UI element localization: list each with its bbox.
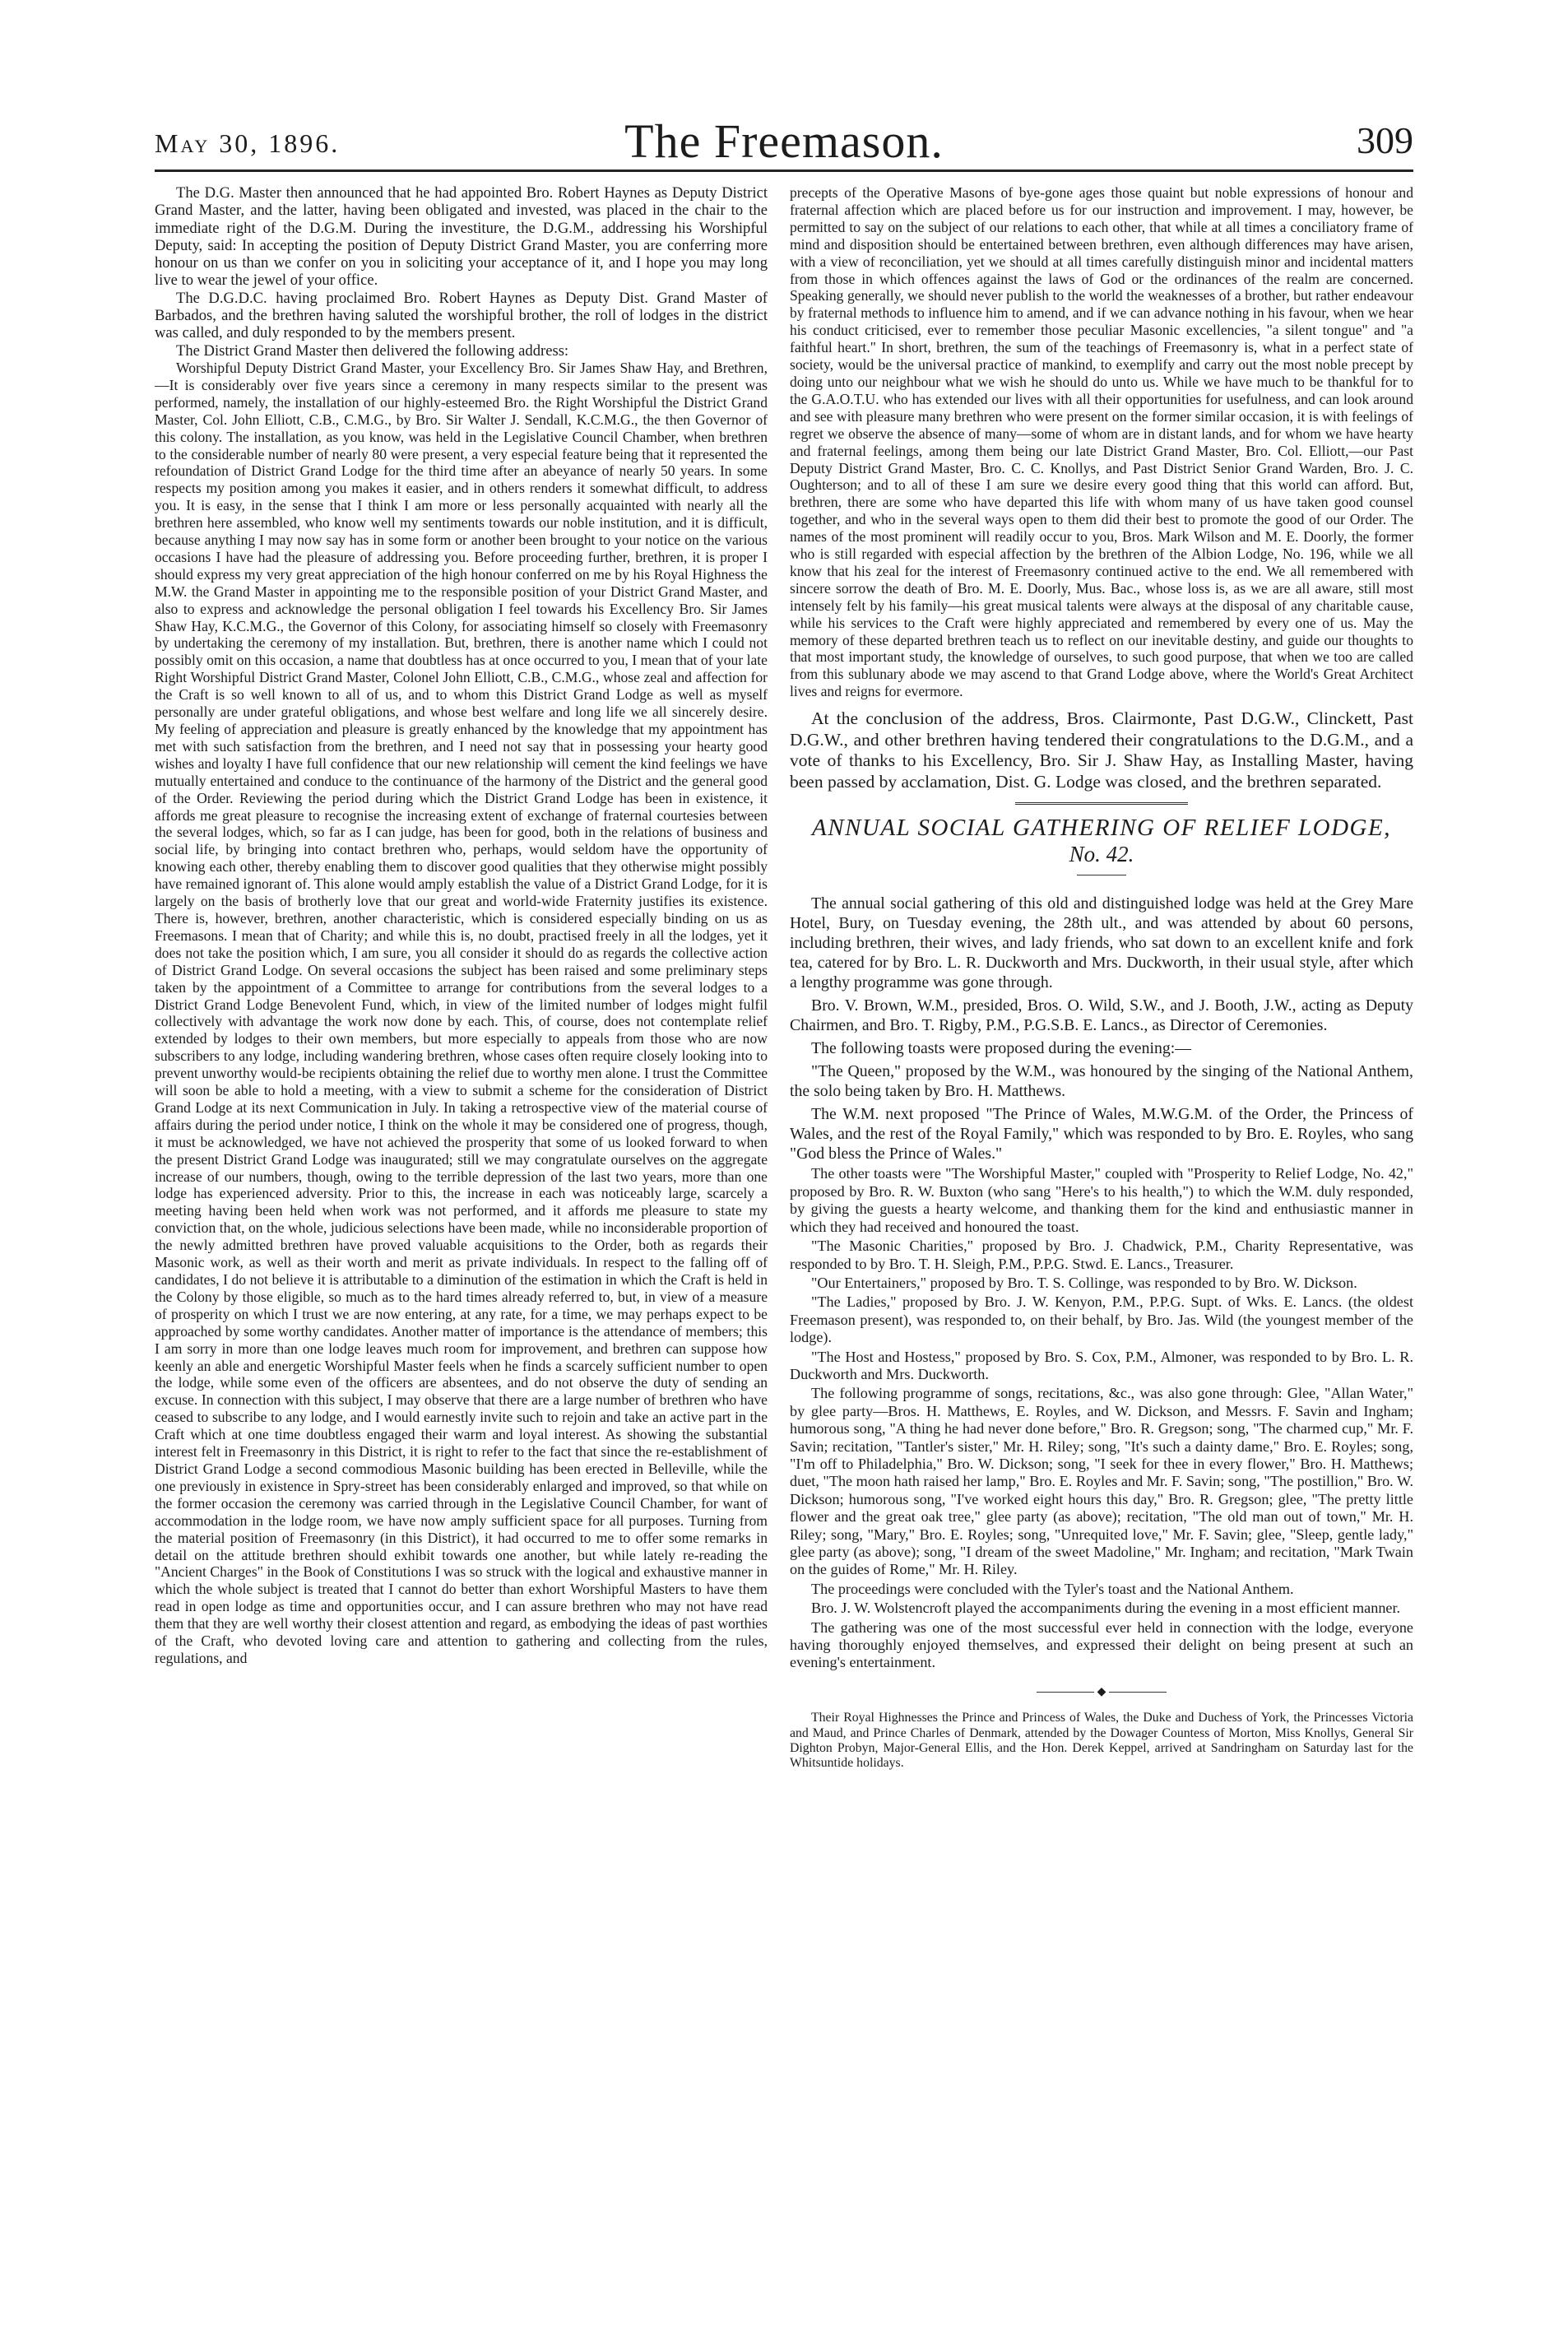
ornament-line	[1037, 1692, 1094, 1693]
lodge-paragraph: "The Ladies," proposed by Bro. J. W. Kenyon, P.M., P.P.G. Supt. of Wks. E. Lancs. (the oldest Freemason present), was responded to, on their behalf, by Bro. Jas. Wild (the youngest member of the lodge).	[790, 1293, 1413, 1346]
page-number: 309	[1357, 119, 1413, 161]
intro-paragraph: The D.G.D.C. having proclaimed Bro. Robert Haynes as Deputy Dist. Grand Master of Barbados, and the brethren having saluted the worshipful brother, the roll of lodges in the district was called, and duly responded to by the members present.	[155, 289, 768, 342]
right-column	[790, 184, 1413, 1772]
lodge-paragraph: "The Host and Hostess," proposed by Bro. S. Cox, P.M., Almoner, was responded to by Bro. L. R. Duckworth and Mrs. Duckworth.	[790, 1348, 1413, 1382]
lodge-paragraph: Bro. V. Brown, W.M., presided, Bros. O. Wild, S.W., and J. Booth, J.W., acting as Deputy Chairmen, and Bro. T. Rigby, P.M., P.G.S.B. E. Lancs., as Director of Ceremonies.	[790, 996, 1413, 1035]
address-paragraph: Worshipful Deputy District Grand Master, your Excellency Bro. Sir James Shaw Hay, and Brethren,—It is considerably over five years since a ceremony in many respects similar to the present was performed, namely, the installation of our highly-esteemed Bro. the Right Worshipful the District Grand Master, Col. John Elliott, C.B., C.M.G., by Bro. Sir Walter J. Sendall, K.C.M.G., the then Governor of this colony. The installation, as you know, was held in the Legislative Council Chamber, when brethren to the considerable number of nearly 80 were present, a very especial feature being that it represented the refoundation of District Grand Lodge for the third time after an abeyance of nearly 50 years. In some respects my position among you makes it easier, and in others renders it somewhat difficult, to address you. It is easy, in the sense that I think I am more or less personally acquainted with nearly all the brethren here assembled, who know well my sentiments towards our noble institution, and it is difficult, because anything I may now say has in some form or another been brought to your notice on the various occasions I have had the pleasure of addressing you. Before proceeding further, brethren, it is proper I should express my very great appreciation of the high honour conferred on me by his Royal Highness the M.W. the Grand Master in appointing me to the responsible position of your District Grand Master, and also to express and acknowledge the personal obligation I feel towards his Excellency Bro. Sir James Shaw Hay, K.C.M.G., the Governor of this Colony, for associating himself so closely with Freemasonry by undertaking the ceremony of my installation. But, brethren, there is another name which I could not possibly omit on this occasion, a name that doubtless has at once occurred to you, I mean that of your late Right Worshipful District Grand Master, Colonel John Elliott, C.B., C.M.G., whose zeal and affection for the Craft is so well known to all of us, and to whom this District Grand Lodge as well as myself personally are under grateful obligations, and whose best welfare and long life we all sincerely desire. My feeling of appreciation and pleasure is greatly enhanced by the knowledge that my appointment has met with such satisfaction from the brethren, and I need not say that in possessing your hearty good wishes and loyalty I have full confidence that our new relationship will cement the kind feelings we have mutually entertained and conduce to the continuance of the harmony of the District and the general good of the Order. Reviewing the period during which the District Grand Lodge has been in existence, it affords me great pleasure to recognise the increasing extent of exchange of fraternal courtesies between the several lodges, which, so far as I can judge, has been for good, both in the relations of business and social life, by bringing into contact brethren who, perhaps, would seldom have the opportunity of knowing each other, thereby enabling them to discover good qualities that they otherwise might possibly have remained ignorant of. This alone would amply establish the value of a District Grand Lodge, for it is largely on the basis of brotherly love that our great and world-wide Fraternity justifies its existence. There is, however, brethren, another characteristic, which is considered especially binding on us as Freemasons. I mean that of Charity; and while this is, no doubt, practised freely in all the lodges, yet it does not take the position which, I am sure, you all consider it should do as regards the collective action of District Grand Lodge. On several occasions the subject has been raised and some preliminary steps taken by the appointment of a Committee to arrange for contributions from the several lodges to a District Grand Lodge Benevolent Fund, which, in view of the limited number of lodges might fulfil collectively with advantage the work now done by each. This, of course, does not contemplate relief extended by lodges to their own members, but more especially to appeals from those who are now subscribers to any lodge, including wandering brethren, whose cases often require closely looking into to prevent unworthy would-be recipients obtaining the relief due to worthy men alone. I trust the Committee will soon be able to hold a meeting, with a view to submit a scheme for the consideration of District Grand Lodge at its next Communication in July. In taking a retrospective view of the material course of affairs during the period under notice, I think on the whole it may be considered one of progress, though, it must be acknowledged, we have not achieved the prosperity that some of us looked forward to when the present District Grand Lodge was inaugurated; still we may congratulate ourselves on the aggregate increase of our numbers, though, owing to the terrible depression of the last two years, more than one lodge has experienced adversity. Prior to this, the increase in each was noticeably large, scarcely a meeting having been held when work was not performed, and it affords me pleasure to state my conviction that, on the whole, judicious selections have been made, while no inconsiderable proportion of the newly admitted brethren have proved valuable acquisitions to the Order, both as regards their Masonic work, as well as their worth and merit as private individuals. In respect to the falling off of candidates, I do not believe it is attributable to a diminution of the estimation in which the Craft is held in the Colony by those eligible, so much as to the hard times already referred to, but, in view of a measure of prosperity on which I trust we are now entering, at any rate, for a time, we may perhaps expect to be approached by some worthy candidates. Another matter of importance is the attendance of members; this I am sorry in more than one lodge leaves much room for improvement, and brethren can suppose how keenly an able and energetic Worshipful Master feels when he finds a scarcely sufficient number to open the lodge, while some even of the officers are absentees, and do not observe the duty of sending an excuse. In connection with this subject, I may observe that there are a large number of brethren who have ceased to subscribe to any lodge, and I would earnestly invite such to rejoin and take an active part in the Craft which at one time doubtless engaged their warm and loyal interest. As showing the substantial interest felt in Freemasonry in this District, it is right to refer to the fact that since the re-establishment of District Grand Lodge a second commodious Masonic building has been erected in Belleville, while the one previously in existence in Spry-street has been considerably enlarged and improved, so that while on the former occasion the ceremony was carried through in the Legislative Council Chamber, for want of accommodation in the lodge room, we have now amply sufficient space for all purposes. Turning from the material position of Freemasonry (in this District), it had occurred to me to offer some remarks in detail on the attitude brethren should exhibit towards one another, but while lately re-reading the "Ancient Charges" in the Book of Constitutions I was so struck with the logical and exhaustive manner in which the whole subject is treated that I cannot do better than exhort Worshipful Masters to have them read in open lodge as time and opportunities occur, and I can assure brethren who may not have read them that they are well worthy their closest attention and regard, as embodying the ideas of past worthies of the Craft, who devoted loving care and attention to gathering and collecting from the rules, regulations, and	[155, 359, 768, 1666]
lodge-paragraph: "The Queen," proposed by the W.M., was honoured by the singing of the National Anthem, the solo being taken by Bro. H. Matthews.	[790, 1062, 1413, 1101]
conclusion	[790, 708, 1413, 792]
diamond-icon: ◆	[1097, 1685, 1106, 1698]
section-number: No. 42.	[1069, 842, 1134, 867]
ornament-divider	[790, 1683, 1413, 1701]
section-divider	[1015, 802, 1188, 808]
address-continued	[790, 184, 1413, 700]
lodge-paragraph: "The Masonic Charities," proposed by Bro. J. Chadwick, P.M., Charity Representative, was responded to by Bro. T. H. Sleigh, P.M., P.P.G. Stwd. E. Lancs., Treasurer.	[790, 1238, 1413, 1272]
lodge-paragraph: The following programme of songs, recitations, &c., was also gone through: Glee, "Allan Water," by glee party—Bros. H. Matthews, E. Royles, and W. Dickson, and Messrs. F. Savin and Ingham; humorous song, "A thing he had never done before," Bro. R. Gregson; song, "The charmed cup," Mr. F. Savin; recitation, "Tantler's sister," Mr. H. Riley; song, "It's such a dainty dame," Bro. E. Royles; song, "I'm off to Philadelphia," Bro. W. Dickson; song, "I seek for thee in every flower," Bro. H. Matthews; duet, "The moon hath raised her lamp," Bro. E. Royles and Mr. F. Savin; song, "The postillion," Bro. W. Dickson; humorous song, "I've worked eight hours this day," Bro. R. Gregson; glee, "The pretty little flower and the great oak tree," glee party (as above); recitation, "The old man out of town," Mr. H. Riley; song, "Mary," Bro. E. Royles; song, "Unrequited love," Mr. F. Savin; glee, "Sleep, gentle lady," glee party (as above); song, "I dream of the sweet Madoline," Mr. Ingham; and recitation, "Mark Twain on the guides of Rome," Mr. H. Riley.	[790, 1385, 1413, 1578]
intro-paragraph: The District Grand Master then delivered the following address:	[176, 341, 569, 360]
lodge-paragraph: The proceedings were concluded with the Tyler's toast and the National Anthem.	[811, 1580, 1294, 1597]
lodge-report	[790, 894, 1413, 1671]
header-rule	[155, 170, 1413, 172]
intro-paragraph: The D.G. Master then announced that he had appointed Bro. Robert Haynes as Deputy District Grand Master, and the latter, having been obligated and invested, was placed in the chair to the immediate right of the D.G.M. During the investiture, the D.G.M., addressing his Worshipful Deputy, said: In accepting the position of Deputy District Grand Master, you are conferring more honour on us than we confer on you in soliciting your acceptance of it, and I hope you may long live to wear the jewel of your office.	[155, 184, 768, 290]
lodge-paragraph: The following toasts were proposed during the evening:—	[811, 1039, 1192, 1058]
lodge-paragraph: "Our Entertainers," proposed by Bro. T. S. Collinge, was responded to by Bro. W. Dickson.	[811, 1274, 1357, 1291]
royal-note-paragraph: Their Royal Highnesses the Prince and Princess of Wales, the Duke and Duchess of York, the Princesses Victoria and Maud, and Prince Charles of Denmark, attended by the Dowager Countess of Morton, Miss Knollys, General Sir Dighton Probyn, Major-General Ellis, and the Hon. Derek Keppel, arrived at Sandringham on Saturday last for the Whitsuntide holidays.	[790, 1711, 1413, 1771]
conclusion-paragraph: At the conclusion of the address, Bros. Clairmonte, Past D.G.W., Clinckett, Past D.G.W., and other brethren having tendered their congratulations to the D.G.M., and a vote of thanks to his Excellency, Bro. Sir J. Shaw Hay, as Installing Master, having been passed by acclamation, Dist. G. Lodge was closed, and the brethren separated.	[790, 708, 1413, 792]
masthead	[155, 114, 1413, 171]
lodge-paragraph: The gathering was one of the most successful ever held in connection with the lodge, everyone having thoroughly enjoyed themselves, and expressed their delight on being present at such an evening's entertainment.	[790, 1618, 1413, 1671]
lodge-paragraph: The other toasts were "The Worshipful Master," coupled with "Prosperity to Relief Lodge, No. 42," proposed by Bro. R. W. Buxton (who sang "Here's to his health,") to which the W.M. duly responded, by giving the guests a hearty welcome, and thanking them for the kind and enthusiastic manner in which they had received and honoured the toast.	[790, 1165, 1413, 1235]
section-heading: ANNUAL SOCIAL GATHERING OF RELIEF LODGE,	[812, 815, 1391, 842]
ornament-line	[1109, 1692, 1167, 1693]
lodge-paragraph: The W.M. next proposed "The Prince of Wales, M.W.G.M. of the Order, the Princess of Wales, and the rest of the Royal Family," which was responded to by Bro. E. Royles, who sang "God bless the Prince of Wales."	[790, 1105, 1413, 1163]
lodge-paragraph: Bro. J. W. Wolstencroft played the accompaniments during the evening in a most efficient manner.	[811, 1600, 1401, 1617]
issue-date: May 30, 1896.	[155, 128, 341, 158]
address-body	[155, 360, 768, 1667]
left-column	[155, 184, 768, 1667]
publication-title: The Freemason.	[624, 114, 944, 168]
royal-note	[790, 1711, 1413, 1772]
address-continued-paragraph: precepts of the Operative Masons of bye-gone ages those quaint but noble expressions of honour and fraternal affection which are placed before us for our instruction and improvement. I may, however, be permitted to say on the subject of our relations to each other, that while at all times a conciliatory frame of mind and disposition should be entertained between brethren, even although differences may have arisen, with a view of reconciliation, yet we should at all times carefully distinguish minor and incidental matters from those in which offences against the laws of God or the ordinances of the realm are concerned. Speaking generally, we should never publish to the world the weaknesses of a brother, but rather endeavour by fraternal methods to influence him to amend, and if we can advance nothing in his favour, when we hear his conduct criticised, ever to remember those peculiar Masonic excellencies, "a silent tongue" and "a faithful heart." In short, brethren, the sum of the teachings of Freemasonry is, what in a perfect state of society, would be the universal practice of mankind, to exemplify and carry out the most noble precept by doing unto our neighbour what we wish he should do unto us. While we have much to be thankful for to the G.A.O.T.U. who has extended our lives with all their opportunities for usefulness, and can look around and see with pleasure many brethren who were present on the former similar occasion, it is with feelings of regret we observe the absence of many—some of whom are in distant lands, and for whom we have hearty and fraternal feelings, among them being our late District Grand Master, Bro. Col. Elliott,—our Past Deputy District Grand Master, Bro. C. C. Knollys, and Past District Senior Grand Warden, Bro. J. C. Oughterson; and to all of these I am sure we desire every good thing that this world can afford. But, brethren, there are some who have departed this life with whom many of us have taken good counsel together, and who in the several ways open to them did their best to promote the good of our Order. The names of the most prominent will readily occur to you, Bros. Mark Wilson and M. E. Doorly, the former who is still regarded with especial affection by the brethren of the Albion Lodge, No. 196, while we all know that his zeal for the interest of Freemasonry continued active to the end. We all remembered with sincere sorrow the death of Bro. M. E. Doorly, Mus. Bac., whose loss is, as we are all aware, still most intensely felt by his family—his great musical talents were always at the disposal of any charitable cause, while his services to the Craft were highly appreciated and remembered by every one of us. May the memory of these departed brethren teach us to reflect on our inevitable destiny, and guide our thoughts to that most important study, the knowledge of ourselves, to such good purpose, that when we too are called from this sublunary abode we may ascend to that Grand Lodge above, where the World's Great Architect lives and reigns for evermore.	[790, 184, 1413, 700]
lodge-paragraph: The annual social gathering of this old and distinguished lodge was held at the Grey Mare Hotel, Bury, on Tuesday evening, the 28th ult., and was attended by about 60 persons, including brethren, their wives, and lady friends, who sat down to an excellent knife and fork tea, catered for by Bro. L. R. Duckworth and Mrs. Duckworth, in their usual style, after which a lengthy programme was gone through.	[790, 894, 1413, 992]
